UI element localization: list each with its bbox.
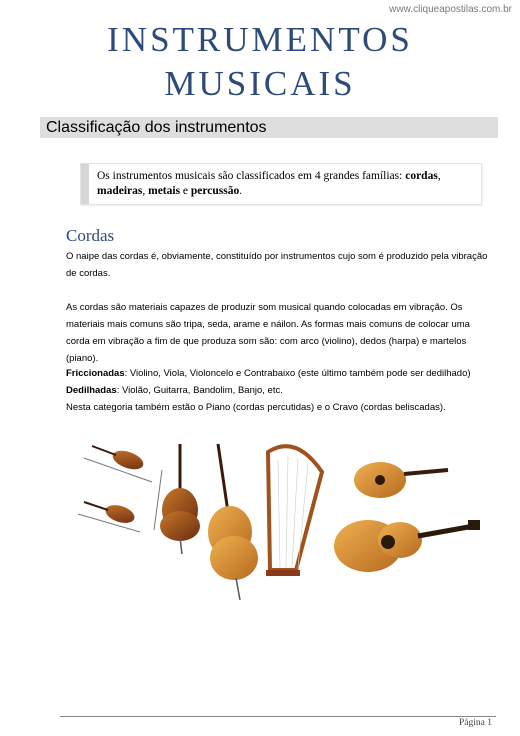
friccionadas-line <box>66 365 496 382</box>
site-url: www.cliqueapostilas.com.br <box>389 4 512 15</box>
mandolin-icon <box>354 462 448 498</box>
document-title <box>0 18 520 106</box>
callout-end: . <box>239 185 243 197</box>
footer-rule <box>60 716 496 717</box>
callout-sep-1: , <box>437 170 441 182</box>
friccionadas-label: Friccionadas <box>66 368 125 379</box>
family-metais: metais <box>148 185 181 197</box>
dedilhadas-line <box>66 382 496 399</box>
section-header <box>40 117 498 138</box>
viola-icon <box>78 502 140 532</box>
dedilhadas-label: Dedilhadas <box>66 385 117 396</box>
string-instruments-illustration <box>70 430 490 610</box>
title-line-1: INSTRUMENTOS <box>107 20 413 59</box>
title-line-2: MUSICAIS <box>164 64 356 103</box>
paragraph-1: O naipe das cordas é, obviamente, constituído por instrumentos cujo som é produzido pela vibração de cordas. <box>66 251 488 279</box>
harp-icon <box>266 446 322 576</box>
heading-cordas: Cordas <box>66 226 115 245</box>
acoustic-guitar-icon <box>334 520 480 572</box>
page-number: Página 1 <box>459 718 492 728</box>
callout-sep-3: e <box>180 185 191 197</box>
callout-text <box>97 169 475 199</box>
section-title: Classificação dos instrumentos <box>46 119 267 136</box>
callout-sep-2: , <box>142 185 149 197</box>
callout-accent-bar <box>81 164 89 204</box>
callout-box <box>80 163 482 205</box>
callout-intro: Os instrumentos musicais são classificados em 4 grandes famílias: <box>97 170 406 182</box>
classification-block <box>66 365 496 416</box>
family-cordas: cordas <box>405 170 438 182</box>
family-percussao: percussão <box>190 185 240 197</box>
violin-icon <box>84 446 152 482</box>
double-bass-icon <box>208 444 258 600</box>
dedilhadas-text: : Violão, Guitarra, Bandolim, Banjo, etc. <box>116 385 283 396</box>
cello-icon <box>154 444 200 554</box>
friccionadas-text: : Violino, Viola, Violoncelo e Contrabaixo (este último também pode ser dedilhado) <box>124 368 471 379</box>
paragraph-2: As cordas são materiais capazes de produzir som musical quando colocadas em vibração. Os materiais mais comuns são tripa, seda, arame e náilon. As formas mais comuns de colocar uma corda em vibração a fim de que produza som são: com arco (violino), dedos (harpa) e martelos (piano). <box>66 302 470 364</box>
family-madeiras: madeiras <box>97 185 143 197</box>
category-note: Nesta categoria também estão o Piano (cordas percutidas) e o Cravo (cordas beliscadas). <box>66 402 446 413</box>
